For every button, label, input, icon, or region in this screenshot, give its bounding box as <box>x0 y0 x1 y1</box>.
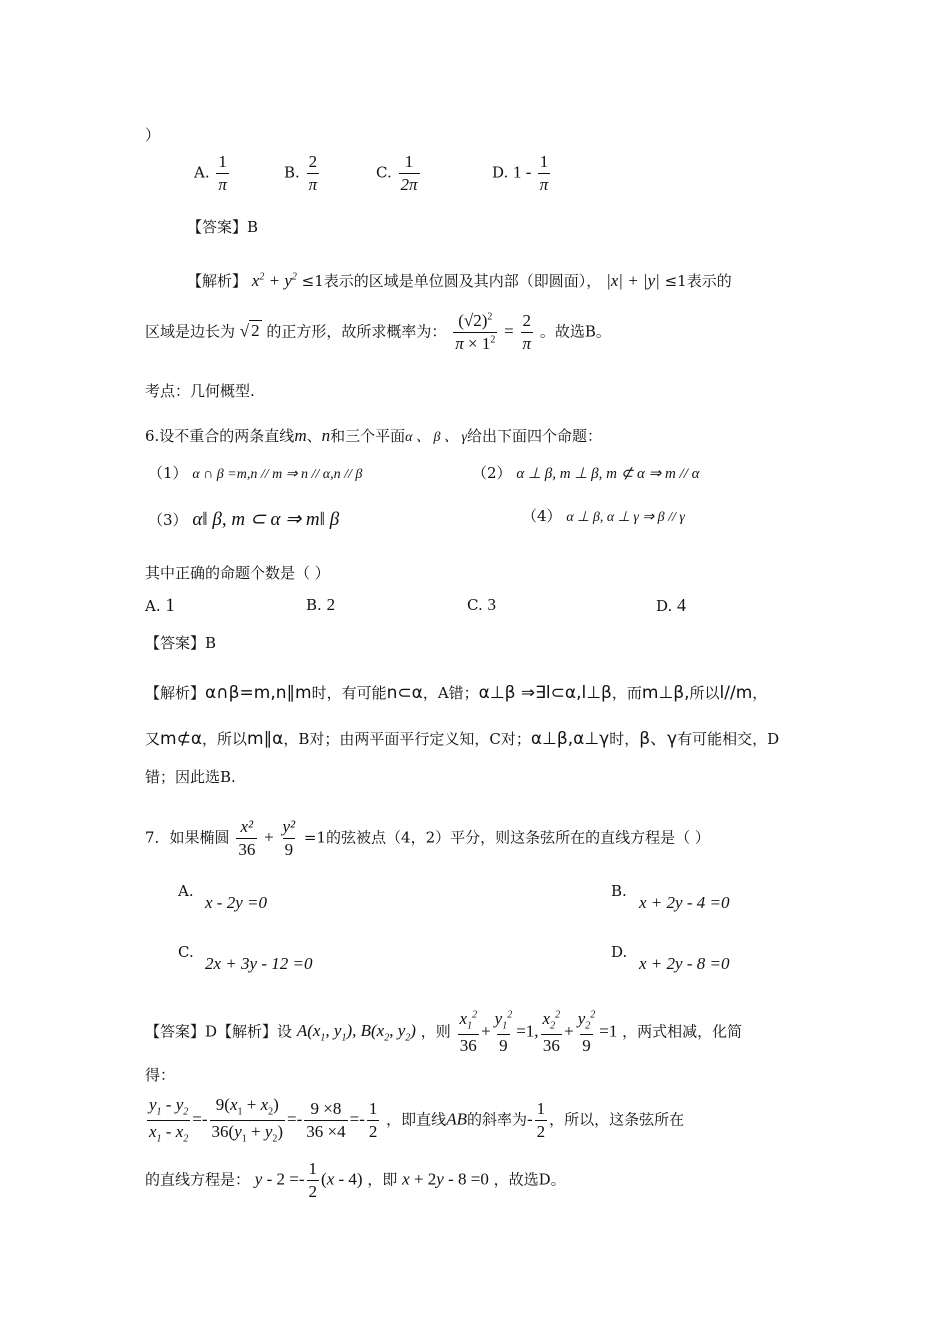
q6-prop-1: （1） α ∩ β =m,n // m ⇒ n // α,n // β <box>148 464 363 482</box>
q7-option-c-label: C. <box>178 943 194 961</box>
q5-option-a: A. $\frac{1}{\pi}$ <box>194 152 227 194</box>
q7-stem: 7．如果椭圆 $\frac{\text{x²}}{36}$ + $\frac{\text{y²}}{9}$ =1的弦被点（4，2）平分，则这条弦所在的直线方程是（ ） <box>145 817 710 859</box>
q6-option-a: A. 1 <box>145 595 175 616</box>
q7-option-b-label: B. <box>611 882 627 900</box>
q5-analysis-line2: 区域是边长为 √ 2 的正方形，故所求概率为： $\frac{(√2)^2}{\pi \times 1^2}$ = $\frac{2}{\pi}$ 。故选B。 <box>145 311 611 353</box>
q7-option-c: 2x + 3y - 12 =0 <box>205 954 313 973</box>
q6-option-c: C. 3 <box>467 595 496 614</box>
q5-option-b: B. $\frac{2}{\pi}$ <box>284 152 318 194</box>
q7-option-b: x + 2y - 4 =0 <box>639 893 730 912</box>
option-label: D. <box>492 163 509 182</box>
q6-option-d: D. 4 <box>656 595 687 615</box>
q6-analysis-line3: 错；因此选B. <box>145 768 236 786</box>
q6-stem: 6.设不重合的两条直线m、n和三个平面α 、 β 、 γ给出下面四个命题： <box>145 426 602 445</box>
option-label: B. <box>284 163 300 182</box>
option-label: A. <box>194 163 210 182</box>
q6-question: 其中正确的命题个数是（ ） <box>145 564 330 582</box>
option-label: C. <box>376 163 392 182</box>
q6-analysis-line2: 又m⊄α，所以m∥α，B对；由两平面平行定义知，C对；α⊥β,α⊥γ时，β、γ有可能相交，D <box>145 729 780 749</box>
q6-analysis-line1: 【解析】α∩β=m,n∥m时，有可能n⊂α，A错；α⊥β ⇒∃l⊂α,l⊥β，而m⊥β,所以l//m， <box>145 683 768 703</box>
q6-prop-2: （2） α ⊥ β, m ⊥ β, m ⊄ α ⇒ m // α <box>472 464 700 482</box>
q5-option-c: C. $\frac{1}{2\pi}$ <box>376 152 418 194</box>
q6-prop-4: （4） α ⊥ β, α ⊥ γ ⇒ β // γ <box>522 507 685 525</box>
q7-analysis-line1: 【答案】D【解析】设 $A(x_1$, $y_1$), $B(x_2$, $y_2$) ，则 $\frac{x_1^2}{36}$ + $\frac{y_1^2}{9}$ =1, $\frac{x_2^2}{36}$ + $\frac{y_2^2}{9}$ =1 ，两式相减，化简 <box>145 1009 743 1055</box>
paren-close: ） <box>145 126 161 144</box>
q5-analysis-line1: 【解析】 $x^2 + y^2 \le 1$表示的区域是单位圆及其内部（即圆面）， |x| + |y| ≤1表示的 <box>187 271 732 290</box>
q5-answer: 【答案】B <box>187 218 259 236</box>
q7-option-a: x - 2y =0 <box>205 893 267 912</box>
q7-option-a-label: A. <box>178 882 194 900</box>
q5-option-d: D. 1 - $\frac{1}{\pi}$ <box>492 152 549 194</box>
q5-kaodian: 考点：几何概型. <box>145 382 255 400</box>
q7-final-line: 的直线方程是： y - 2 =- $\frac{1}{2}$ (x - 4) ，即 x + 2y - 8 =0 ，故选D。 <box>145 1159 566 1201</box>
q6-answer: 【答案】B <box>145 634 217 652</box>
q7-option-d-label: D. <box>611 943 628 961</box>
q6-prop-3: （3） α‖ β, m ⊂ α ⇒ m‖ β <box>148 509 340 530</box>
q7-slope-line: $\frac{y_1 - y_2}{x_1 - x_2}$ =- $\frac{9(x_1 + x_2)}{36(y_1 + y_2)}$ =- $\frac{9 \times 8}{36 \times 4}$ =- $\frac{1}{2}$ ，即直线AB的斜率为- $\frac{1}{2}$ ，所以，这条弦所在 <box>149 1095 685 1145</box>
q7-analysis-line2: 得： <box>145 1066 176 1084</box>
q6-option-b: B. 2 <box>306 595 336 614</box>
q7-option-d: x + 2y - 8 =0 <box>639 954 730 973</box>
